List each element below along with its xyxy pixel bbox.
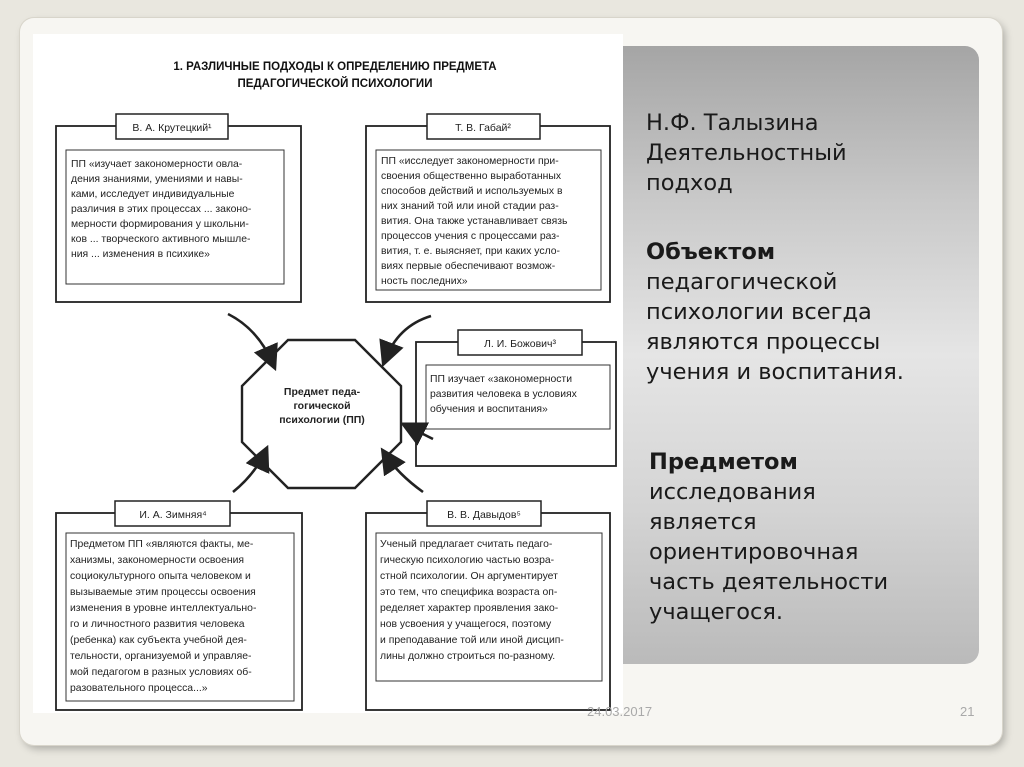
panel-subject bbox=[649, 447, 888, 627]
approach-line: мой педагогом в разных условиях об- bbox=[70, 667, 252, 678]
approach-line: ния ... изменения в психике» bbox=[71, 249, 210, 260]
approach-line: дения знаниями, умениями и навы- bbox=[71, 174, 243, 185]
approach-line: вызываемые этим процессы освоения bbox=[70, 587, 256, 598]
approach-line: это тем, что специфика возраста оп- bbox=[380, 587, 558, 598]
author-label: Т. В. Габай² bbox=[455, 122, 511, 134]
approach-box-davydov bbox=[366, 501, 610, 710]
author-label: И. А. Зимняя⁴ bbox=[139, 509, 207, 521]
diagram-heading-line-1: 1. РАЗЛИЧНЫЕ ПОДХОДЫ К ОПРЕДЕЛЕНИЮ ПРЕДМЕТА bbox=[173, 61, 497, 73]
approach-line: разовательного процесса...» bbox=[70, 683, 208, 694]
approach-box-krutetsky bbox=[56, 114, 301, 302]
approach-line: ханизмы, закономерности освоения bbox=[70, 555, 245, 566]
approach-line: ПП «изучает закономерности овла- bbox=[71, 159, 243, 170]
approach-line: ПП «исследует закономерности при- bbox=[381, 156, 559, 167]
slide bbox=[20, 18, 1002, 745]
approach-line: вития. Она также устанавливает связь bbox=[381, 216, 568, 227]
center-line: Предмет педа- bbox=[283, 386, 361, 398]
approach-line: гическую психологию частью возра- bbox=[380, 555, 555, 566]
approach-line: и преподавание той или иной дисцип- bbox=[380, 635, 564, 646]
approach-line: своения общественно выработанных bbox=[381, 171, 562, 182]
approach-line: (ребенка) как субъекта учебной дея- bbox=[70, 635, 247, 646]
approach-line: лины должно строиться по-разному. bbox=[380, 651, 556, 662]
side-panel bbox=[623, 46, 979, 664]
center-line: психологии (ПП) bbox=[279, 414, 365, 426]
author-label: Л. И. Божович³ bbox=[484, 338, 556, 350]
approach-line: развития человека в условиях bbox=[430, 389, 577, 400]
approach-line: тельности, организуемой и управляе- bbox=[70, 651, 252, 662]
approach-box-gabai bbox=[366, 114, 610, 302]
panel-subject-strong: Предметом bbox=[649, 449, 798, 475]
approach-line: ков ... творческого активного мышле- bbox=[71, 234, 251, 245]
approaches-diagram bbox=[33, 34, 623, 713]
center-octagon bbox=[242, 340, 401, 488]
approach-line: них знаний той или иной стадии раз- bbox=[381, 201, 559, 212]
author-label: В. В. Давыдов⁵ bbox=[447, 509, 521, 521]
approach-line: изменения в уровне интеллектуально- bbox=[70, 603, 257, 614]
arrow-bottom-right bbox=[385, 454, 423, 492]
approach-line: различия в этих процессах ... законо- bbox=[71, 204, 252, 215]
approach-line: Ученый предлагает считать педаго- bbox=[380, 539, 553, 550]
panel-intro: Н.Ф. Талызина Деятельностный подход bbox=[646, 110, 847, 196]
approach-line: ПП изучает «закономерности bbox=[430, 374, 572, 385]
approach-line: ределяет характер проявления зако- bbox=[380, 603, 559, 614]
diagram-heading-line-2: ПЕДАГОГИЧЕСКОЙ ПСИХОЛОГИИ bbox=[237, 78, 433, 90]
approach-line: виях первые обеспечивают возмож- bbox=[381, 261, 556, 272]
approach-line: обучения и воспитания» bbox=[430, 404, 548, 415]
center-line: гогической bbox=[293, 400, 351, 412]
author-label: В. А. Крутецкий¹ bbox=[132, 122, 212, 134]
approach-inner-frame bbox=[66, 150, 284, 284]
approach-line: процессов учения с процессами раз- bbox=[381, 231, 560, 242]
approach-line: ность последних» bbox=[381, 276, 468, 287]
footer-date: 24.03.2017 bbox=[587, 704, 653, 719]
approach-line: стной психологии. Он аргументирует bbox=[380, 571, 558, 582]
arrow-right bbox=[407, 426, 433, 439]
approach-line: ками, исследует индивидуальные bbox=[71, 189, 235, 200]
arrow-top-left bbox=[228, 314, 273, 364]
approach-line: вития, т. е. выясняет, при каких усло- bbox=[381, 246, 560, 257]
footer-page-number: 21 bbox=[960, 704, 975, 719]
arrow-top-right bbox=[385, 316, 431, 360]
scanned-diagram bbox=[33, 34, 623, 713]
approach-box-bozhovich bbox=[416, 330, 616, 466]
approach-line: нов усвоения у учащегося, поэтому bbox=[380, 619, 552, 630]
approach-line: социокультурного опыта человеком и bbox=[70, 571, 251, 582]
panel-object-strong: Объектом bbox=[646, 239, 776, 265]
panel-object bbox=[646, 237, 904, 387]
approach-line: мерности формирования у школьни- bbox=[71, 219, 249, 230]
panel-object-rest: педагогической психологии всегда являются процессы учения и воспитания. bbox=[646, 269, 904, 385]
approach-box-zimnyaya bbox=[56, 501, 302, 710]
approach-line: способов действий и используемых в bbox=[381, 186, 563, 197]
approach-line: Предметом ПП «являются факты, ме- bbox=[70, 539, 254, 550]
panel-subject-rest: исследования является ориентировочная часть деятельности учащегося. bbox=[649, 479, 889, 625]
approach-line: го и личностного развития человека bbox=[70, 619, 245, 630]
